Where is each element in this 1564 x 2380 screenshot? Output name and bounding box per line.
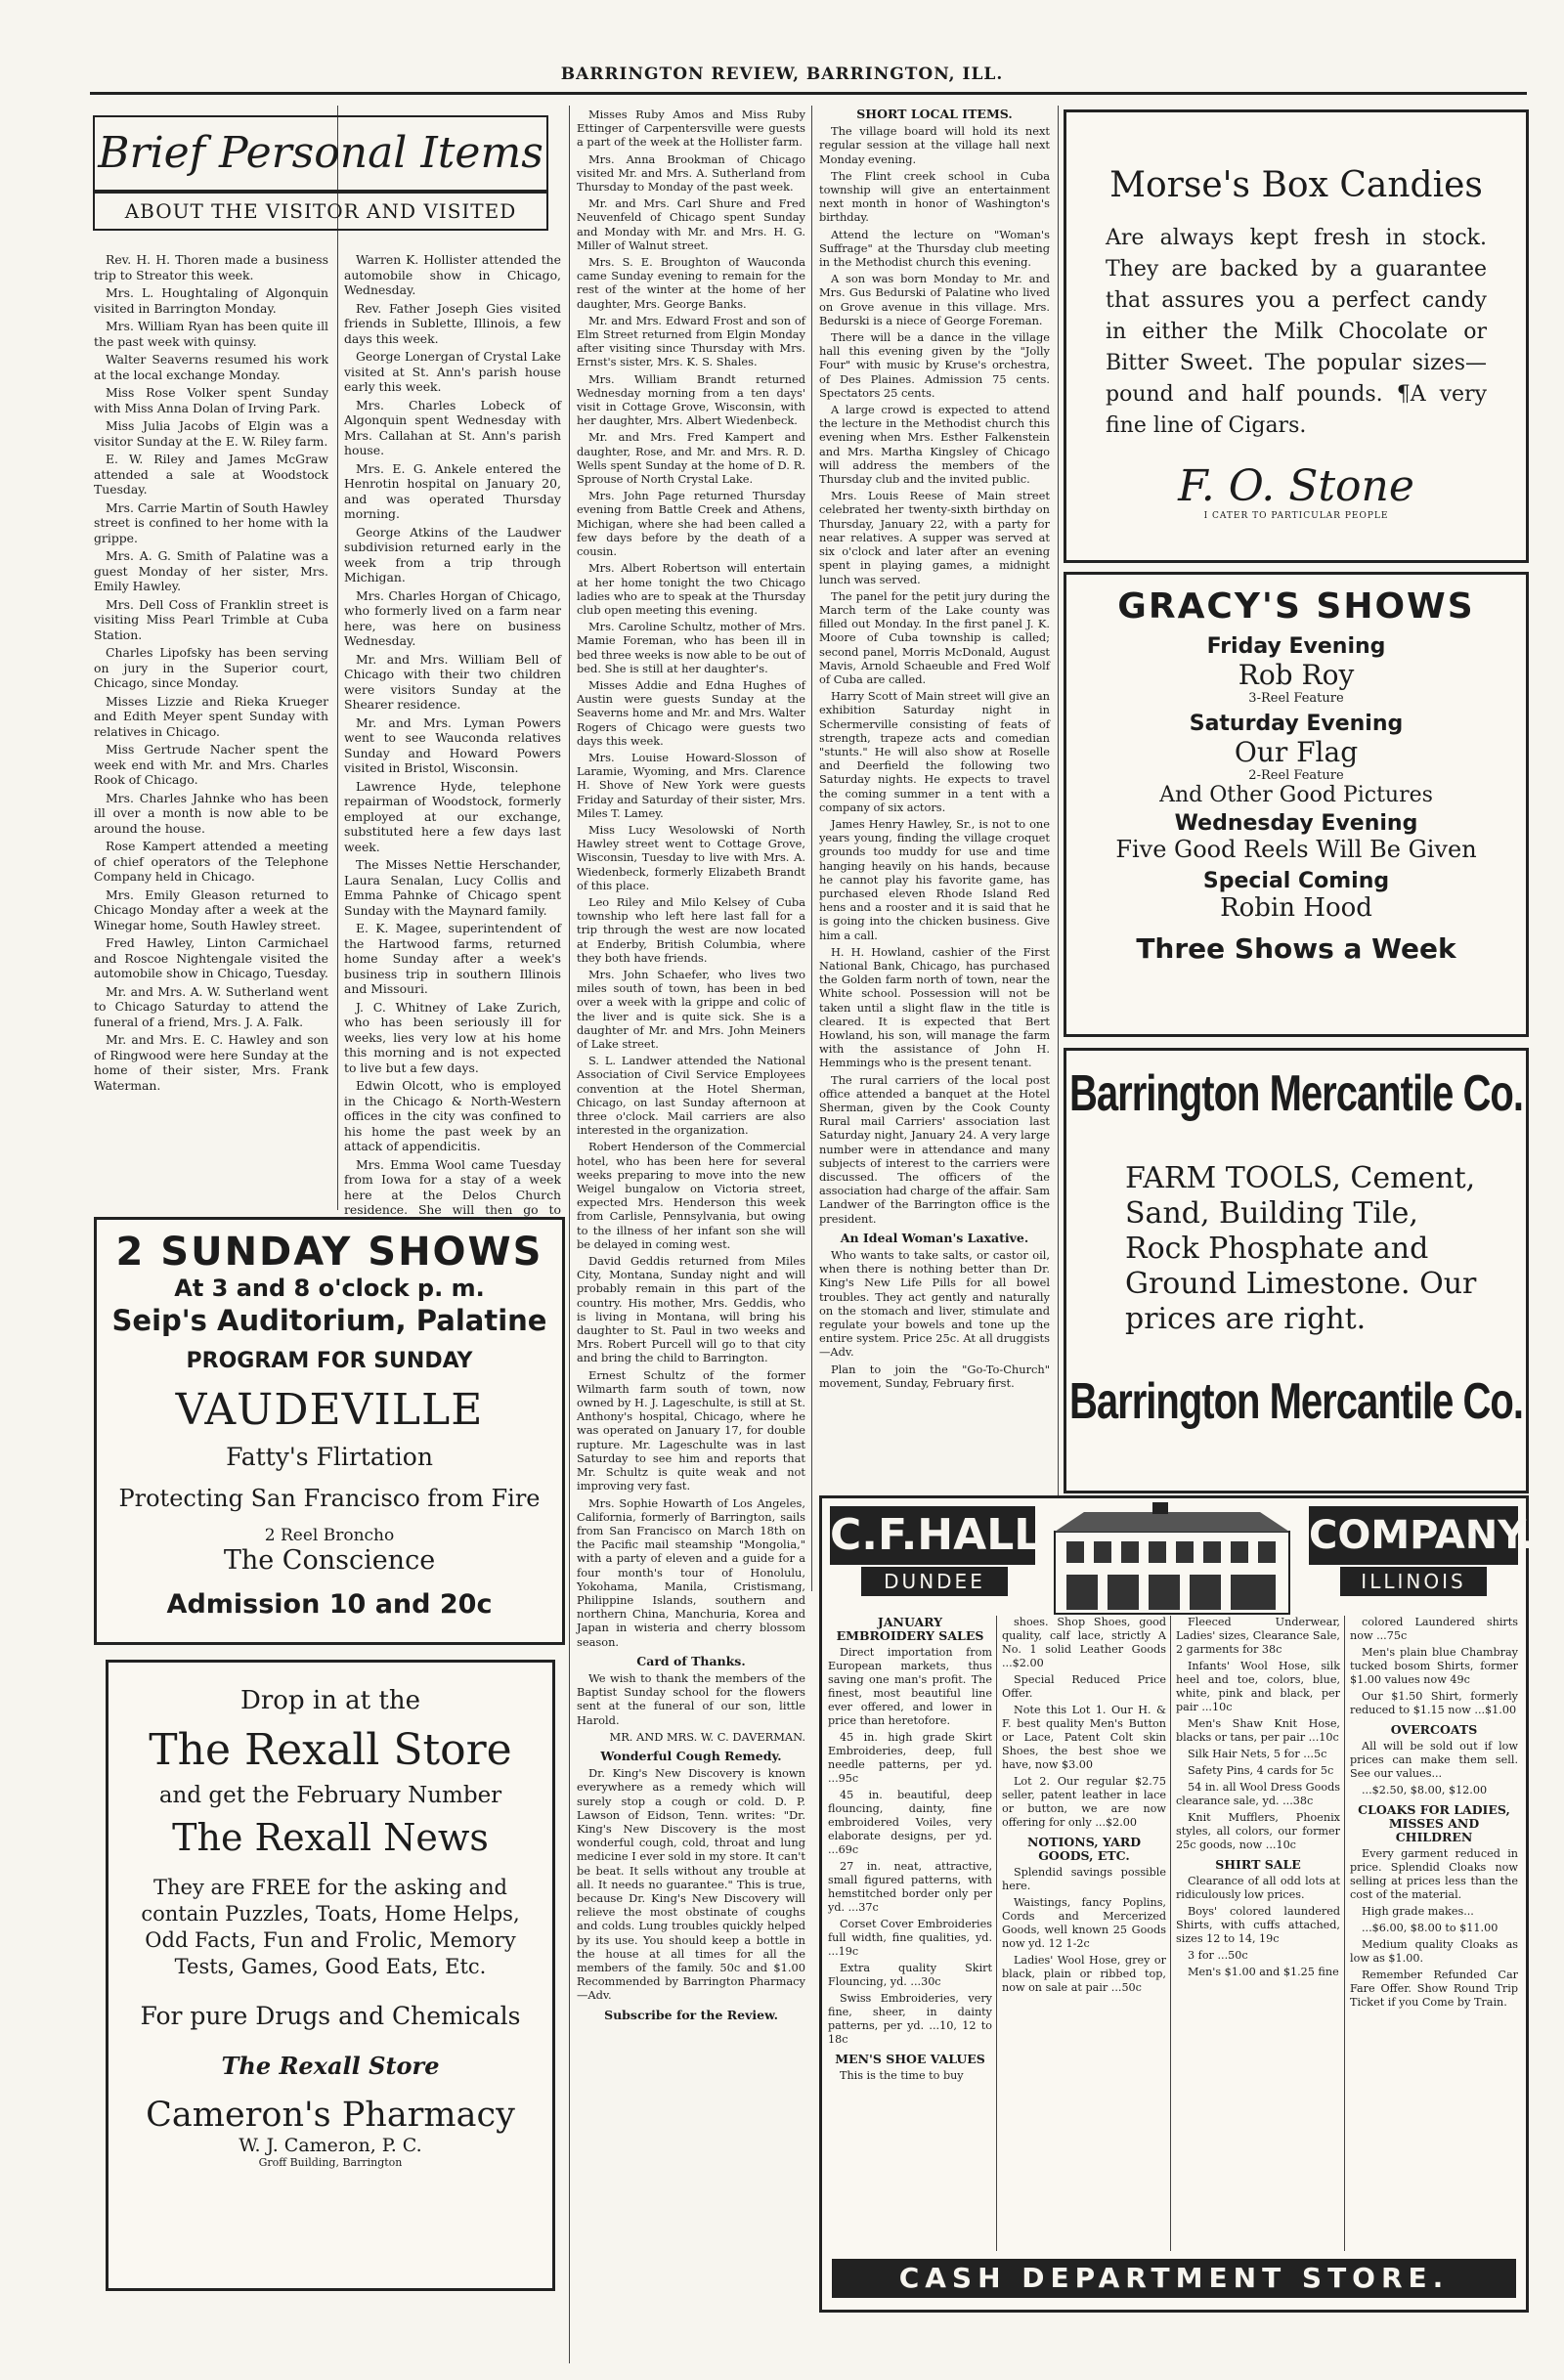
news-item: Walter Seaverns resumed his work at the local exchange Monday. bbox=[94, 352, 328, 382]
news-item: Charles Lipofsky has been serving on jury in the Superior court, Chicago, since Monday. bbox=[94, 645, 328, 690]
sunday-shows-admission: Admission 10 and 20c bbox=[166, 1589, 493, 1620]
news-item: Robert Henderson of the Commercial hotel, who has been here for several weeks preparing to move into the new Weigel bungalow on Victoria street, expected Mrs. Henderson this week from Carlisle, Pennsylvania, but owing to the illness of her infant son she will be delayed in coming west. bbox=[577, 1140, 805, 1251]
news-item: Mrs. A. G. Smith of Palatine was a guest Monday of her sister, Mrs. Emily Hawley. bbox=[94, 548, 328, 593]
news-item: Rose Kampert attended a meeting of chief operators of the Telephone Company held in Chicago. bbox=[94, 839, 328, 884]
news-item: George Lonergan of Crystal Lake visited at St. Ann's parish house early this week. bbox=[344, 349, 561, 394]
news-item: The rural carriers of the local post office attended a banquet at the Hotel Sherman, given by the Cook County Rural mail Carriers' association last Saturday night, January 24. A very large number were in attendance and many subjects of interest to the carriers were discussed. The officers of the association had charge of the affair. Sam Landwer of the Barrington office is the president. bbox=[819, 1072, 1050, 1226]
price-item: Men's $1.00 and $1.25 fine bbox=[1188, 1966, 1339, 1978]
price-item: ...$2.50, $8.00, $12.00 bbox=[1362, 1784, 1488, 1796]
price-item: Safety Pins, 4 cards for 5c bbox=[1188, 1764, 1334, 1777]
column-rule bbox=[337, 106, 338, 1210]
hall-column-4 bbox=[1350, 1616, 1518, 2251]
news-item: George Atkins of the Laudwer subdivision returned early in the week from a trip through Michigan. bbox=[344, 524, 561, 584]
sunday-shows-title: 2 SUNDAY SHOWS bbox=[115, 1230, 543, 1275]
news-item: Warren K. Hollister attended the automobile show in Chicago, Wednesday. bbox=[344, 252, 561, 297]
gracy-friday-film: Rob Roy bbox=[1238, 659, 1355, 691]
news-item: The village board will hold its next regular session at the village hall next Monday evening. bbox=[819, 124, 1050, 166]
hall-state: ILLINOIS bbox=[1340, 1567, 1487, 1596]
price-item: Lot 2. Our regular $2.75 seller, patent leather in lace or button, we are now offering for only ...$2.00 bbox=[1002, 1775, 1166, 1829]
news-item: Fred Hawley, Linton Carmichael and Roscoe Nightengale visited the automobile show in Chicago, Tuesday. bbox=[94, 935, 328, 980]
news-item: Miss Gertrude Nacher spent the week end with Mr. and Mrs. Charles Rook of Chicago. bbox=[94, 742, 328, 787]
subscribe-footer: Subscribe for the Review. bbox=[604, 2007, 778, 2022]
gracy-friday: Friday Evening bbox=[1206, 634, 1386, 659]
gracy-shows-ad bbox=[1064, 572, 1529, 1037]
sunday-shows-venue: Seip's Auditorium, Palatine bbox=[111, 1304, 547, 1337]
price-item: Waistings, fancy Poplins, Cords and Mercerized Goods, well known 25 Goods now yd. 12 1-2c bbox=[1002, 1896, 1166, 1950]
price-item: Extra quality Skirt Flouncing, yd. ...30c bbox=[828, 1962, 992, 1988]
price-item: shoes. Shop Shoes, good quality, calf lace, strictly A No. 1 solid Leather Goods ...$2.00 bbox=[1002, 1616, 1166, 1669]
price-item: 54 in. all Wool Dress Goods clearance sale, yd. ...38c bbox=[1176, 1781, 1340, 1807]
news-item: Misses Ruby Amos and Miss Ruby Ettinger of Carpentersville were guests a part of the week at the Hollister farm. bbox=[577, 108, 805, 150]
price-item: Men's plain blue Chambray tucked bosom Shirts, former $1.00 values now 49c bbox=[1350, 1646, 1518, 1686]
hall-overcoats-heading: OVERCOATS bbox=[1390, 1722, 1478, 1737]
news-item: H. H. Howland, cashier of the First National Bank, Chicago, has purchased the Golden farm north of town, near the White school. Possession will not be taken until a slight flaw in the title is cleared. It is expected that Bert Howland, his son, will manage the farm with the assistance of John H. Hemmings who is the present tenant. bbox=[819, 944, 1050, 1070]
card-of-thanks-heading: Card of Thanks. bbox=[636, 1653, 746, 1668]
price-item: Ladies' Wool Hose, grey or black, plain or ribbed top, now on sale at pair ...50c bbox=[1002, 1954, 1166, 1994]
price-item: Swiss Embroideries, very fine, sheer, in dainty patterns, per yd. ...10, 12 to 18c bbox=[828, 1992, 992, 2046]
column-rule bbox=[811, 106, 812, 1591]
price-item: Our $1.50 Shirt, formerly reduced to $1.15 now ...$1.00 bbox=[1350, 1690, 1518, 1716]
news-item: Mr. and Mrs. Fred Kampert and daughter, Rose, and Mr. and Mrs. R. D. Wells spent Sunday at the home of D. R. Sprouse of North Crystal Lake. bbox=[577, 430, 805, 487]
news-item: E. W. Riley and James McGraw attended a sale at Woodstock Tuesday. bbox=[94, 452, 328, 497]
price-item: Men's Shaw Knit Hose, blacks or tans, per pair ...10c bbox=[1176, 1717, 1340, 1744]
price-item: Note this Lot 1. Our H. & F. best quality Men's Button or Lace, Patent Colt skin Shoes, the best shoe we have, now $3.00 bbox=[1002, 1704, 1166, 1771]
gracy-title: GRACY'S SHOWS bbox=[1117, 586, 1475, 627]
news-item: Harry Scott of Main street will give an exhibition Saturday night in Schermerville consisting of feats of strength, trapeze acts and comedian "stunts." He will also show at Roselle and Deerfield the following two Saturday nights. He expects to travel the coming summer in a tent with a company of six actors. bbox=[819, 689, 1050, 814]
gracy-wednesday: Wednesday Evening bbox=[1174, 811, 1418, 836]
news-item: S. L. Landwer attended the National Association of Civil Service Employees convention at the Hotel Sherman, Chicago, on last Sunday afternoon at three o'clock. Mail carriers are also interested in the organization. bbox=[577, 1054, 805, 1138]
news-item: Rev. Father Joseph Gies visited friends in Sublette, Illinois, a few days this week. bbox=[344, 300, 561, 346]
news-item: A son was born Monday to Mr. and Mrs. Gus Bedurski of Palatine who lived on Grove avenue in this village. Mrs. Bedurski is a niece of George Foreman. bbox=[819, 272, 1050, 327]
hall-embroidery-heading: JANUARY EMBROIDERY SALES bbox=[836, 1615, 984, 1643]
news-item: Mrs. Dell Coss of Franklin street is visiting Miss Pearl Trimble at Cuba Station. bbox=[94, 596, 328, 642]
column-rule bbox=[569, 106, 570, 2363]
sunday-shows-vaudeville: VAUDEVILLE bbox=[175, 1385, 484, 1435]
hall-cloaks-heading: CLOAKS FOR LADIES, MISSES AND CHILDREN bbox=[1358, 1802, 1510, 1844]
price-item: Splendid savings possible here. bbox=[1002, 1866, 1166, 1892]
hall-column-2 bbox=[1002, 1616, 1171, 2251]
price-item: All will be sold out if low prices can make them sell. See our values... bbox=[1350, 1740, 1518, 1780]
news-item: Mrs. John Schaefer, who lives two miles south of town, has been in bed over a week with la grippe and colic of the liver and is quite sick. She is a daughter of Mr. and Mrs. John Meiners of Lake street. bbox=[577, 967, 805, 1051]
news-item: Mr. and Mrs. Lyman Powers went to see Wauconda relatives Sunday and Howard Powers visited in Bristol, Wisconsin. bbox=[344, 714, 561, 775]
laxative-text: Who wants to take salts, or castor oil, when there is nothing better than Dr. King's New Life Pills for all bowel troubles. They act gently and naturally on the stomach and liver, stimulate and regulate your bowels and tone up the entire system. Price 25c. At all druggists—Adv. bbox=[819, 1248, 1050, 1360]
column-rule bbox=[1058, 106, 1059, 1591]
news-item: There will be a dance in the village hall this evening given by the "Jolly Four" with music by Kruse's orchestra, of Des Plaines. Admission 75 cents. Spectators 25 cents. bbox=[819, 330, 1050, 400]
news-item: Mr. and Mrs. Carl Shure and Fred Neuvenfeld of Chicago spent Sunday and Monday with Mr. and Mrs. H. G. Miller of Walnut street. bbox=[577, 196, 805, 252]
news-item: Miss Julia Jacobs of Elgin was a visitor Sunday at the E. W. Riley farm. bbox=[94, 418, 328, 449]
news-item: Mrs. William Brandt returned Wednesday morning from a ten days' visit in Cottage Grove, Wisconsin, with her daughter, Mrs. Albert Wiedenbeck. bbox=[577, 371, 805, 428]
mercantile-name-bottom: Barrington Mercantile Co. bbox=[1069, 1373, 1523, 1430]
morse-title: Morse's Box Candies bbox=[1109, 165, 1483, 205]
gracy-coming-film: Robin Hood bbox=[1220, 893, 1372, 923]
hall-name-right: COMPANY. bbox=[1309, 1506, 1518, 1565]
hall-shirt-heading: SHIRT SALE bbox=[1215, 1857, 1301, 1872]
news-item: Mrs. Charles Horgan of Chicago, who formerly lived on a farm near here, was here on business Wednesday. bbox=[344, 587, 561, 648]
news-item: Mrs. S. E. Broughton of Wauconda came Sunday evening to remain for the rest of the winter at the home of her daughter, Mrs. George Banks. bbox=[577, 255, 805, 311]
news-item: Miss Rose Volker spent Sunday with Miss Anna Dolan of Irving Park. bbox=[94, 385, 328, 415]
news-item: Lawrence Hyde, telephone repairman of Woodstock, formerly employed at our exchange, substituted here a few days last week. bbox=[344, 778, 561, 854]
hall-shoe-intro: This is the time to buy bbox=[840, 2069, 964, 2082]
news-item: Mrs. Albert Robertson will entertain at her home tonight the two Chicago ladies who are to speak at the Thursday club open meeting this evening. bbox=[577, 561, 805, 617]
cough-remedy-heading: Wonderful Cough Remedy. bbox=[600, 1748, 782, 1763]
news-item: The panel for the petit jury during the March term of the Lake county was filled out Monday. In the first panel J. K. Moore of Cuba township is called; second panel, Morris McDonald, August Mavis, Arnold Schaeuble and Fred Wolf of Cuba are called. bbox=[819, 588, 1050, 686]
stone-tagline: I CATER TO PARTICULAR PEOPLE bbox=[1203, 511, 1389, 521]
price-item: Boys' colored laundered Shirts, with cuffs attached, sizes 12 to 14, 19c bbox=[1176, 1905, 1340, 1945]
price-item: Medium quality Cloaks as low as $1.00. bbox=[1350, 1938, 1518, 1965]
short-local-items-column bbox=[819, 108, 1050, 1574]
morse-candies-ad bbox=[1064, 109, 1529, 563]
cameron-building: Groff Building, Barrington bbox=[258, 2156, 403, 2169]
hall-column-1 bbox=[828, 1616, 997, 2251]
price-item: Corset Cover Embroideries full width, fine qualities, yd. ...19c bbox=[828, 1918, 992, 1958]
price-item: Fleeced Underwear, Ladies' sizes, Clearance Sale, 2 garments for 38c bbox=[1176, 1616, 1340, 1656]
sunday-shows-act-3: The Conscience bbox=[223, 1545, 436, 1576]
sunday-shows-reel: 2 Reel Broncho bbox=[264, 1526, 395, 1545]
price-item: Infants' Wool Hose, silk heel and toe, colors, blue, white, pink and black, per pair ...10c bbox=[1176, 1660, 1340, 1713]
news-item: Mrs. Louis Reese of Main street celebrated her twenty-sixth birthday on Thursday, January 22, with a party for near relatives. A supper was served at six o'clock and later after an evening spent in playing games, a midnight lunch was served. bbox=[819, 489, 1050, 586]
price-item: Clearance of all odd lots at ridiculously low prices. bbox=[1176, 1875, 1340, 1901]
price-item: Knit Mufflers, Phoenix styles, all colors, our former 25c goods, now ...10c bbox=[1176, 1811, 1340, 1851]
hall-shoe-heading: MEN'S SHOE VALUES bbox=[835, 2052, 985, 2066]
sunday-shows-ad bbox=[94, 1217, 565, 1645]
hall-column-3 bbox=[1176, 1616, 1345, 2251]
cameron-pharmacy: Cameron's Pharmacy bbox=[146, 2096, 515, 2135]
news-item: Mrs. Charles Lobeck of Algonquin spent Wednesday with Mrs. Callahan at St. Ann's parish house. bbox=[344, 397, 561, 457]
brief-items-column-2 bbox=[344, 252, 561, 1217]
brief-items-subtitle: ABOUT THE VISITOR AND VISITED bbox=[93, 192, 548, 231]
card-of-thanks-text: We wish to thank the members of the Baptist Sunday school for the flowers sent at the funeral of our son, little Harold. bbox=[577, 1670, 805, 1727]
gracy-wednesday-film: Five Good Reels Will Be Given bbox=[1115, 836, 1477, 863]
price-item: ...$6.00, $8.00 to $11.00 bbox=[1362, 1922, 1499, 1934]
hall-header bbox=[822, 1498, 1535, 1625]
hall-footer: CASH DEPARTMENT STORE. bbox=[832, 2259, 1516, 2298]
stone-signature: F. O. Stone bbox=[1178, 461, 1414, 511]
sunday-shows-times: At 3 and 8 o'clock p. m. bbox=[174, 1275, 485, 1302]
hall-company-ad bbox=[819, 1495, 1535, 2313]
gracy-saturday-reel: 2-Reel Feature bbox=[1248, 768, 1344, 783]
store-building-illustration bbox=[1045, 1502, 1299, 1618]
news-item: Mrs. Charles Jahnke who has been ill over a month is now able to be around the house. bbox=[94, 790, 328, 836]
price-item: 45 in. high grade Skirt Embroideries, deep, full needle patterns, per yd. ...95c bbox=[828, 1731, 992, 1785]
card-of-thanks-signature: MR. AND MRS. W. C. DAVERMAN. bbox=[609, 1729, 805, 1744]
news-item: The Misses Nettie Herschander, Laura Senalan, Lucy Collis and Emma Pahnke of Chicago spent Sunday with the Maynard family. bbox=[344, 857, 561, 918]
news-item: Mrs. E. G. Ankele entered the Henrotin hospital on January 20, and was operated Thursday morning. bbox=[344, 460, 561, 521]
local-news-column bbox=[577, 108, 805, 2365]
news-item: Mrs. Louise Howard-Slosson of Laramie, Wyoming, and Mrs. Clarence H. Shove of New York were guests Friday and Saturday of their sister, Mrs. Miles T. Lamey. bbox=[577, 750, 805, 820]
cough-remedy-text: Dr. King's New Discovery is known everywhere as a remedy which will surely stop a cough or cold. D. P. Lawson of Eidson, Tenn. writes: "Dr. King's New Discovery is the most wonderful cough, cold, throat and lung medicine I ever sold in my store. It can't be beat. It sells without any trouble at all. It needs no guarantee." This is true, because Dr. King's New Discovery will relieve the most obstinate of coughs and colds. Lung troubles quickly helped by its use. You should keep a bottle in the house at all times for all the members of the family. 50c and $1.00 Recommended by Barrington Pharmacy—Adv. bbox=[577, 1766, 805, 2003]
sunday-shows-act-2: Protecting San Francisco from Fire bbox=[118, 1485, 541, 1512]
price-item: Direct importation from European markets, thus saving one man's profit. The finest, most beautiful line ever offered, and lower in price than heretofore. bbox=[828, 1646, 992, 1727]
rexall-intro: Drop in at the bbox=[240, 1686, 420, 1715]
news-item: Rev. H. H. Thoren made a business trip to Streator this week. bbox=[94, 252, 328, 282]
news-item: Mrs. Sophie Howarth of Los Angeles, California, formerly of Barrington, sails from San Francisco on March 18th on the Pacific mail steamship "Mongolia," with a party of eleven and a guide for a four month's tour of Honolulu, Yokohama, Manila, Cristismang, Philippine Islands, southern and northern China, Manchuria, Korea and Japan in wisteria and cherry blossom season. bbox=[577, 1495, 805, 1649]
news-item: Mrs. L. Houghtaling of Algonquin visited in Barrington Monday. bbox=[94, 285, 328, 316]
price-item: Special Reduced Price Offer. bbox=[1002, 1673, 1166, 1700]
laxative-heading: An Ideal Woman's Laxative. bbox=[840, 1230, 1029, 1245]
news-item: Mrs. Emily Gleason returned to Chicago Monday after a week at the Winegar home, South Hawley street. bbox=[94, 887, 328, 932]
brief-items-column-1 bbox=[94, 252, 328, 1212]
morse-text: Are always kept fresh in stock. They are backed by a guarantee that assures you a perfect candy in either the Milk Chocolate or Bitter Sweet. The popular sizes—pound and half pounds. ¶A very fine line of Cigars. bbox=[1106, 226, 1487, 438]
gracy-saturday: Saturday Evening bbox=[1189, 712, 1404, 736]
mercantile-name-top: Barrington Mercantile Co. bbox=[1069, 1065, 1523, 1122]
news-item: Mrs. Carrie Martin of South Hawley street is confined to her home with la grippe. bbox=[94, 499, 328, 545]
sunday-shows-act-1: Fatty's Flirtation bbox=[226, 1443, 433, 1471]
rexall-description: They are FREE for the asking and contain Puzzles, Toats, Home Helps, Odd Facts, Fun and Frolic, Memory Tests, Games, Good Eats, Etc. bbox=[141, 1876, 520, 1978]
price-item: Every garment reduced in price. Splendid Cloaks now selling at prices less than the cost of the material. bbox=[1350, 1847, 1518, 1901]
gracy-saturday-extra: And Other Good Pictures bbox=[1159, 783, 1433, 807]
mercantile-ad bbox=[1064, 1048, 1529, 1493]
news-item: Misses Lizzie and Rieka Krueger and Edith Meyer spent Sunday with relatives in Chicago. bbox=[94, 693, 328, 739]
news-item: Edwin Olcott, who is employed in the Chicago & North-Western offices in the city was confined to his home the past week by an attack of appendicitis. bbox=[344, 1078, 561, 1153]
sunday-shows-program: PROGRAM FOR SUNDAY bbox=[186, 1349, 473, 1373]
news-item: James Henry Hawley, Sr., is not to one years young, finding the village croquet grounds too muddy for use and time hanging heavily on his hands, because he cannot play his favorite game, has purchased eleven Rhode Island Red hens and a rooster and it is said that he is going into the chicken business. Give him a call. bbox=[819, 816, 1050, 942]
rexall-logo: The Rexall Store bbox=[221, 2052, 440, 2080]
price-item: High grade makes... bbox=[1362, 1905, 1474, 1918]
rexall-store-title: The Rexall Store bbox=[149, 1725, 512, 1775]
price-item: 27 in. neat, attractive, small figured patterns, with hemstitched border only per yd. ...37c bbox=[828, 1860, 992, 1914]
news-item: David Geddis returned from Miles City, Montana, Sunday night and will probably remain in this part of the country. His mother, Mrs. Geddis, who is living in Montana, will bring his daughter to St. Paul in two weeks and Mrs. Robert Purcell will go to that city and bring the child to Barrington. bbox=[577, 1254, 805, 1365]
hall-name-left: C.F.HALL bbox=[830, 1506, 1035, 1565]
news-item: Mrs. John Page returned Thursday evening from Battle Creek and Athens, Michigan, where she had been called a few days before by the death of a cousin. bbox=[577, 489, 805, 559]
rexall-drugs: For pure Drugs and Chemicals bbox=[140, 2002, 521, 2030]
news-item: Misses Addie and Edna Hughes of Austin were guests Sunday at the Seaverns home and Mr. and Mrs. Walter Rogers of Chicago were guests two days this week. bbox=[577, 677, 805, 748]
price-item: colored Laundered shirts now ...75c bbox=[1350, 1616, 1518, 1642]
news-item: Mr. and Mrs. Edward Frost and son of Elm Street returned from Elgin Monday after visiting since Thursday with Mrs. Ernst's sister, Mrs. K. S. Shales. bbox=[577, 313, 805, 369]
news-item: J. C. Whitney of Lake Zurich, who has been seriously ill for weeks, lies very low at his home this morning and is not expected to live but a few days. bbox=[344, 999, 561, 1075]
brief-items-title: Brief Personal Items bbox=[93, 115, 548, 192]
news-item: E. K. Magee, superintendent of the Hartwood farms, returned home Sunday after a week's business trip in southern Illinois and Missouri. bbox=[344, 921, 561, 996]
news-item: Ernest Schultz of the former Wilmarth farm south of town, now owned by H. J. Lageschulte, is still at St. Anthony's hospital, Chicago, where he was operated on January 17, for double rupture. Mr. Lageschulte was in last Saturday to see him and reports that Mr. Schultz is quite weak and not improving very fast. bbox=[577, 1367, 805, 1493]
rexall-february: and get the February Number bbox=[158, 1783, 502, 1808]
news-item: Mr. and Mrs. E. C. Hawley and son of Ringwood were here Sunday at the home of their sister, Mrs. Frank Waterman. bbox=[94, 1032, 328, 1093]
cameron-proprietor: W. J. Cameron, P. C. bbox=[239, 2135, 422, 2156]
news-item: Leo Riley and Milo Kelsey of Cuba township who left here last fall for a trip through the west are now located at Enderby, British Columbia, where they both have friends. bbox=[577, 894, 805, 965]
go-to-church-note: Plan to join the "Go-To-Church" movement, Sunday, February first. bbox=[819, 1362, 1050, 1390]
price-item: Remember Refunded Car Fare Offer. Show Round Trip Ticket if you Come by Train. bbox=[1350, 1969, 1518, 2009]
news-item: Mr. and Mrs. William Bell of Chicago with their two children were visitors Sunday at the Shearer residence. bbox=[344, 651, 561, 712]
news-item: Mr. and Mrs. A. W. Sutherland went to Chicago Saturday to attend the funeral of a friend, Mrs. J. A. Falk. bbox=[94, 983, 328, 1029]
news-item: Mrs. Caroline Schultz, mother of Mrs. Mamie Foreman, who has been ill in bed three weeks is now able to be out of bed. She is still at her daughter's. bbox=[577, 620, 805, 675]
news-item: Mrs. William Ryan has been quite ill the past week with quinsy. bbox=[94, 319, 328, 349]
price-item: 45 in. beautiful, deep flouncing, dainty, fine embroidered Voiles, very elaborate designs, per yd. ...69c bbox=[828, 1789, 992, 1856]
gracy-footer: Three Shows a Week bbox=[1136, 932, 1456, 965]
news-item: Attend the lecture on "Woman's Suffrage" at the Thursday club meeting in the Methodist church this evening. bbox=[819, 227, 1050, 270]
hall-town: DUNDEE bbox=[861, 1567, 1008, 1596]
news-item: Miss Lucy Wesolowski of North Hawley street went to Cottage Grove, Wisconsin, Tuesday to live with Mrs. A. Wiedenbeck, formerly Elizabeth Brandt of this place. bbox=[577, 822, 805, 892]
masthead-rule bbox=[90, 92, 1527, 95]
gracy-special-coming: Special Coming bbox=[1202, 869, 1390, 893]
gracy-saturday-film: Our Flag bbox=[1234, 736, 1359, 768]
price-item: 3 for ...50c bbox=[1188, 1949, 1248, 1962]
rexall-ad bbox=[106, 1660, 555, 2291]
gracy-friday-reel: 3-Reel Feature bbox=[1248, 691, 1344, 706]
hall-notions-heading: NOTIONS, YARD GOODS, ETC. bbox=[1026, 1835, 1142, 1863]
news-item: Mrs. Anna Brookman of Chicago visited Mr. and Mrs. A. Sutherland from Thursday to Monday of the past week. bbox=[577, 151, 805, 195]
masthead: BARRINGTON REVIEW, BARRINGTON, ILL. bbox=[560, 65, 1004, 84]
news-item: A large crowd is expected to attend the lecture in the Methodist church this evening when Mrs. Esther Falkenstein and Mrs. Martha Kingsley of Chicago will address the members of the Thursday club and the invited public. bbox=[819, 403, 1050, 487]
short-local-heading: SHORT LOCAL ITEMS. bbox=[856, 107, 1013, 121]
mercantile-text: FARM TOOLS, Cement, Sand, Building Tile, Rock Phosphate and Ground Limestone. Our prices are right. bbox=[1125, 1161, 1477, 1336]
news-item: The Flint creek school in Cuba township will give an entertainment next month in honor of Washington's birthday. bbox=[819, 168, 1050, 225]
news-item: Mrs. Emma Wool came Tuesday from Iowa for a stay of a week here at the Delos Church residence. She will then go to bbox=[344, 1156, 561, 1217]
rexall-news-title: The Rexall News bbox=[172, 1816, 489, 1859]
price-item: Silk Hair Nets, 5 for ...5c bbox=[1188, 1748, 1327, 1760]
brief-items-banner bbox=[93, 115, 544, 233]
